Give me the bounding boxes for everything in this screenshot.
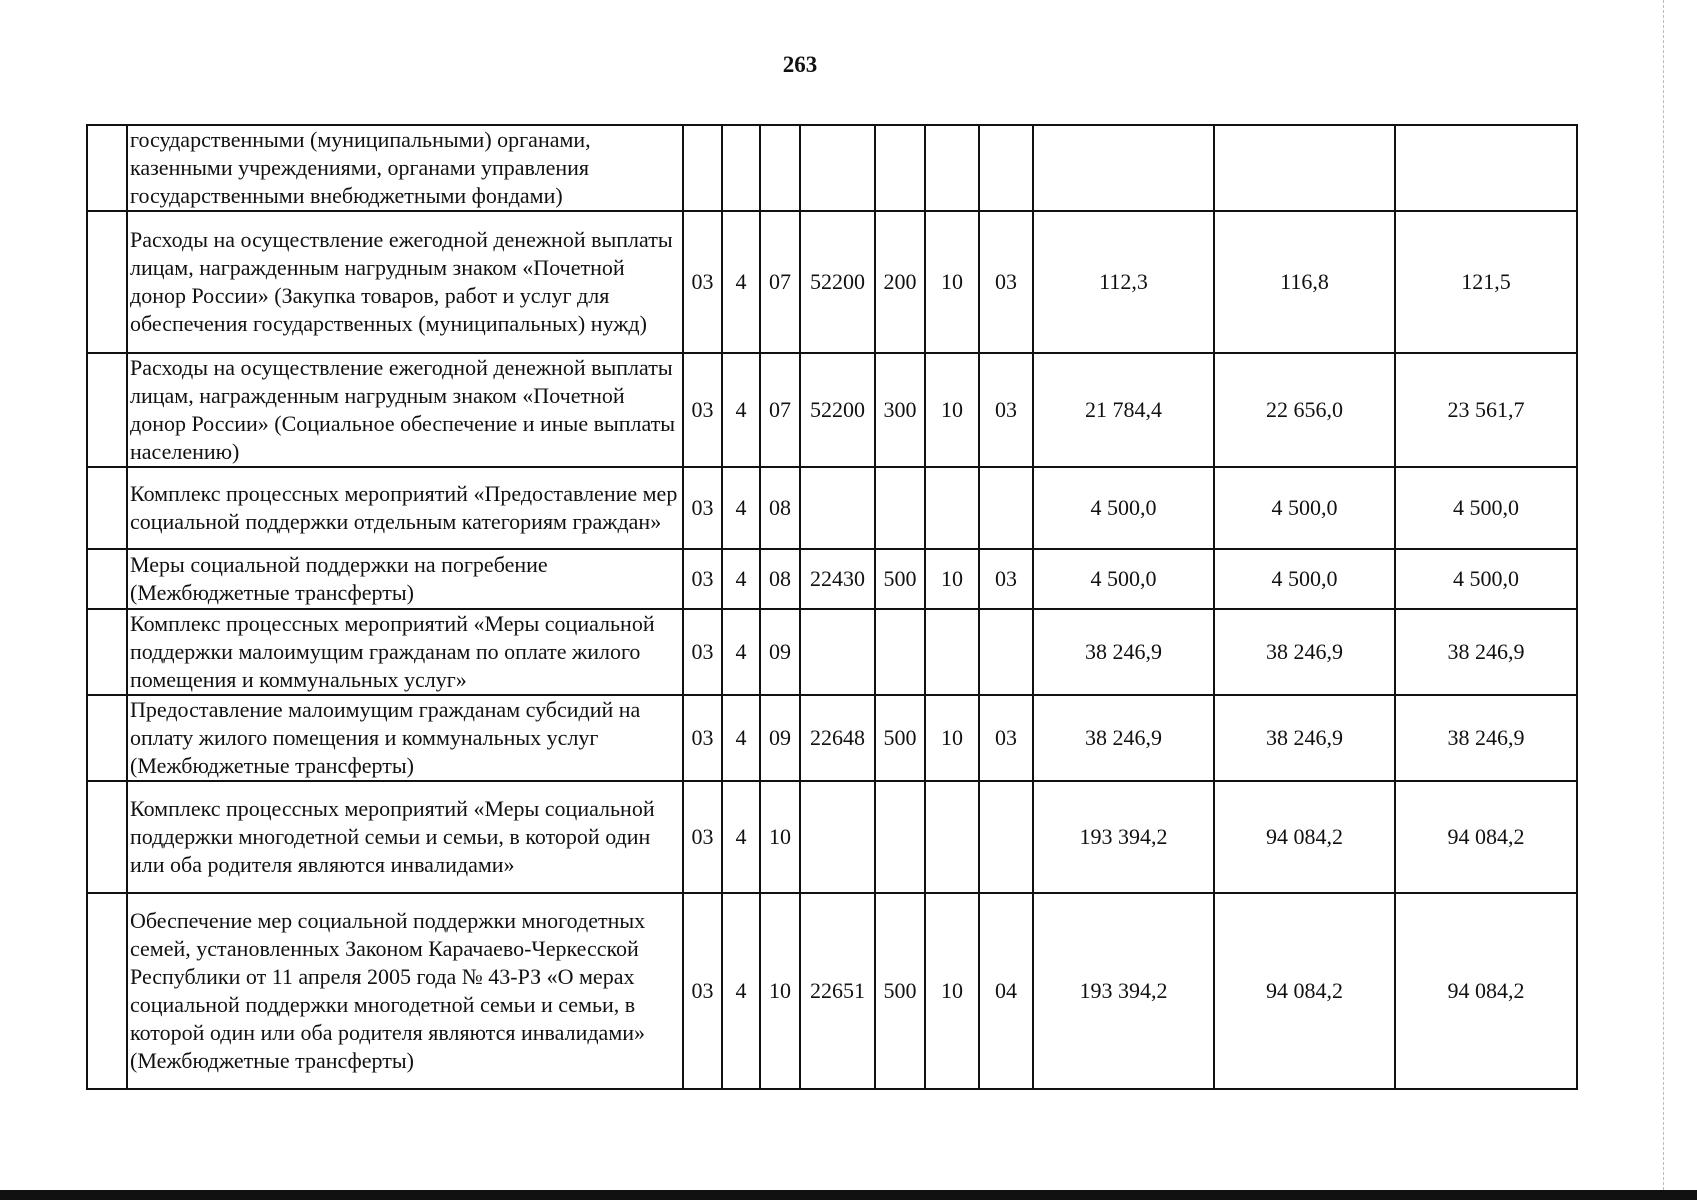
- code-section: 03: [683, 549, 722, 609]
- code-division: 10: [925, 353, 979, 467]
- code-subdivision: 03: [979, 695, 1033, 781]
- row-number-cell: [87, 695, 127, 781]
- row-number-cell: [87, 211, 127, 353]
- row-number-cell: [87, 125, 127, 211]
- code-subdivision: 03: [979, 549, 1033, 609]
- amount-year-2: 4 500,0: [1214, 467, 1395, 549]
- code-section: 03: [683, 211, 722, 353]
- row-number-cell: [87, 549, 127, 609]
- code-expense-type: [875, 781, 925, 893]
- code-program: 4: [722, 695, 760, 781]
- code-section: 03: [683, 893, 722, 1089]
- code-direction: 22648: [800, 695, 875, 781]
- code-division: 10: [925, 695, 979, 781]
- table-row: [87, 781, 1577, 893]
- code-subdivision: [979, 125, 1033, 211]
- code-expense-type: 300: [875, 353, 925, 467]
- amount-year-1: 38 246,9: [1033, 609, 1214, 695]
- code-program: 4: [722, 467, 760, 549]
- code-subprogram: 09: [760, 695, 800, 781]
- amount-year-2: 4 500,0: [1214, 549, 1395, 609]
- code-section: 03: [683, 353, 722, 467]
- code-subdivision: [979, 781, 1033, 893]
- code-direction: 22430: [800, 549, 875, 609]
- amount-year-3: 38 246,9: [1395, 609, 1577, 695]
- code-section: 03: [683, 781, 722, 893]
- code-program: 4: [722, 549, 760, 609]
- code-expense-type: 500: [875, 695, 925, 781]
- amount-year-3: 121,5: [1395, 211, 1577, 353]
- amount-year-2: 94 084,2: [1214, 893, 1395, 1089]
- amount-year-2: 22 656,0: [1214, 353, 1395, 467]
- code-division: [925, 467, 979, 549]
- table-row: [87, 211, 1577, 353]
- code-subprogram: 08: [760, 467, 800, 549]
- row-number-cell: [87, 467, 127, 549]
- amount-year-1: 193 394,2: [1033, 893, 1214, 1089]
- row-description: Расходы на осуществление ежегодной денежной выплаты лицам, награжденным нагрудным знаком «Почетной донор России» (Социальное обеспечение и иные выплаты населению): [127, 353, 683, 467]
- amount-year-1: 193 394,2: [1033, 781, 1214, 893]
- row-number-cell: [87, 781, 127, 893]
- amount-year-2: 38 246,9: [1214, 609, 1395, 695]
- amount-year-1: 112,3: [1033, 211, 1214, 353]
- code-division: [925, 609, 979, 695]
- code-direction: [800, 125, 875, 211]
- code-program: 4: [722, 893, 760, 1089]
- code-subprogram: 10: [760, 893, 800, 1089]
- row-description: Комплекс процессных мероприятий «Предоставление мер социальной поддержки отдельным категориям граждан»: [127, 467, 683, 549]
- row-description: Обеспечение мер социальной поддержки многодетных семей, установленных Законом Карачаево-Черкесской Республики от 11 апреля 2005 года № 43-РЗ «О мерах социальной поддержки многодетной семьи и семьи, в которой один или оба родителя являются инвалидами» (Межбюджетные трансферты): [127, 893, 683, 1089]
- code-division: [925, 125, 979, 211]
- code-subdivision: [979, 609, 1033, 695]
- amount-year-3: 4 500,0: [1395, 549, 1577, 609]
- code-direction: 22651: [800, 893, 875, 1089]
- code-subdivision: [979, 467, 1033, 549]
- row-description: Предоставление малоимущим гражданам субсидий на оплату жилого помещения и коммунальных услуг (Межбюджетные трансферты): [127, 695, 683, 781]
- amount-year-2: 116,8: [1214, 211, 1395, 353]
- amount-year-3: 94 084,2: [1395, 781, 1577, 893]
- amount-year-3: 4 500,0: [1395, 467, 1577, 549]
- amount-year-3: 94 084,2: [1395, 893, 1577, 1089]
- scan-bottom-edge: [0, 1190, 1697, 1200]
- code-expense-type: 200: [875, 211, 925, 353]
- code-section: 03: [683, 695, 722, 781]
- code-subprogram: 07: [760, 353, 800, 467]
- row-description: Меры социальной поддержки на погребение (Межбюджетные трансферты): [127, 549, 683, 609]
- code-program: 4: [722, 781, 760, 893]
- table-row: [87, 893, 1577, 1089]
- amount-year-1: 4 500,0: [1033, 549, 1214, 609]
- code-direction: 52200: [800, 353, 875, 467]
- code-subprogram: 09: [760, 609, 800, 695]
- row-description: Комплекс процессных мероприятий «Меры социальной поддержки многодетной семьи и семьи, в которой один или оба родителя являются инвалидами»: [127, 781, 683, 893]
- amount-year-2: 94 084,2: [1214, 781, 1395, 893]
- row-description: Комплекс процессных мероприятий «Меры социальной поддержки малоимущим гражданам по оплате жилого помещения и коммунальных услуг»: [127, 609, 683, 695]
- code-division: [925, 781, 979, 893]
- code-expense-type: [875, 467, 925, 549]
- code-program: 4: [722, 211, 760, 353]
- code-subdivision: 04: [979, 893, 1033, 1089]
- row-description: государственными (муниципальными) органами, казенными учреждениями, органами управления государственными внебюджетными фондами): [127, 125, 683, 211]
- amount-year-1: 21 784,4: [1033, 353, 1214, 467]
- amount-year-1: 4 500,0: [1033, 467, 1214, 549]
- amount-year-3: [1395, 125, 1577, 211]
- code-direction: [800, 467, 875, 549]
- code-subdivision: 03: [979, 211, 1033, 353]
- code-division: 10: [925, 549, 979, 609]
- table-row: [87, 549, 1577, 609]
- table-row: [87, 467, 1577, 549]
- code-program: [722, 125, 760, 211]
- code-subprogram: [760, 125, 800, 211]
- code-expense-type: 500: [875, 893, 925, 1089]
- budget-table: [86, 124, 1578, 1090]
- code-direction: [800, 781, 875, 893]
- row-number-cell: [87, 353, 127, 467]
- table-row: [87, 353, 1577, 467]
- code-subprogram: 10: [760, 781, 800, 893]
- page-number: 263: [782, 52, 818, 77]
- code-program: 4: [722, 609, 760, 695]
- code-subdivision: 03: [979, 353, 1033, 467]
- row-number-cell: [87, 893, 127, 1089]
- table-row: [87, 695, 1577, 781]
- table-row: [87, 125, 1577, 211]
- code-expense-type: [875, 125, 925, 211]
- amount-year-1: [1033, 125, 1214, 211]
- code-direction: [800, 609, 875, 695]
- amount-year-3: 23 561,7: [1395, 353, 1577, 467]
- table-row: [87, 609, 1577, 695]
- amount-year-3: 38 246,9: [1395, 695, 1577, 781]
- scan-margin-line: [1663, 0, 1664, 1190]
- code-division: 10: [925, 893, 979, 1089]
- code-section: 03: [683, 467, 722, 549]
- code-expense-type: [875, 609, 925, 695]
- code-division: 10: [925, 211, 979, 353]
- row-description: Расходы на осуществление ежегодной денежной выплаты лицам, награжденным нагрудным знаком «Почетной донор России» (Закупка товаров, работ и услуг для обеспечения государственных (муниципальных) нужд): [127, 211, 683, 353]
- amount-year-2: [1214, 125, 1395, 211]
- code-section: [683, 125, 722, 211]
- code-subprogram: 07: [760, 211, 800, 353]
- code-section: 03: [683, 609, 722, 695]
- code-subprogram: 08: [760, 549, 800, 609]
- code-expense-type: 500: [875, 549, 925, 609]
- code-program: 4: [722, 353, 760, 467]
- amount-year-1: 38 246,9: [1033, 695, 1214, 781]
- amount-year-2: 38 246,9: [1214, 695, 1395, 781]
- code-direction: 52200: [800, 211, 875, 353]
- row-number-cell: [87, 609, 127, 695]
